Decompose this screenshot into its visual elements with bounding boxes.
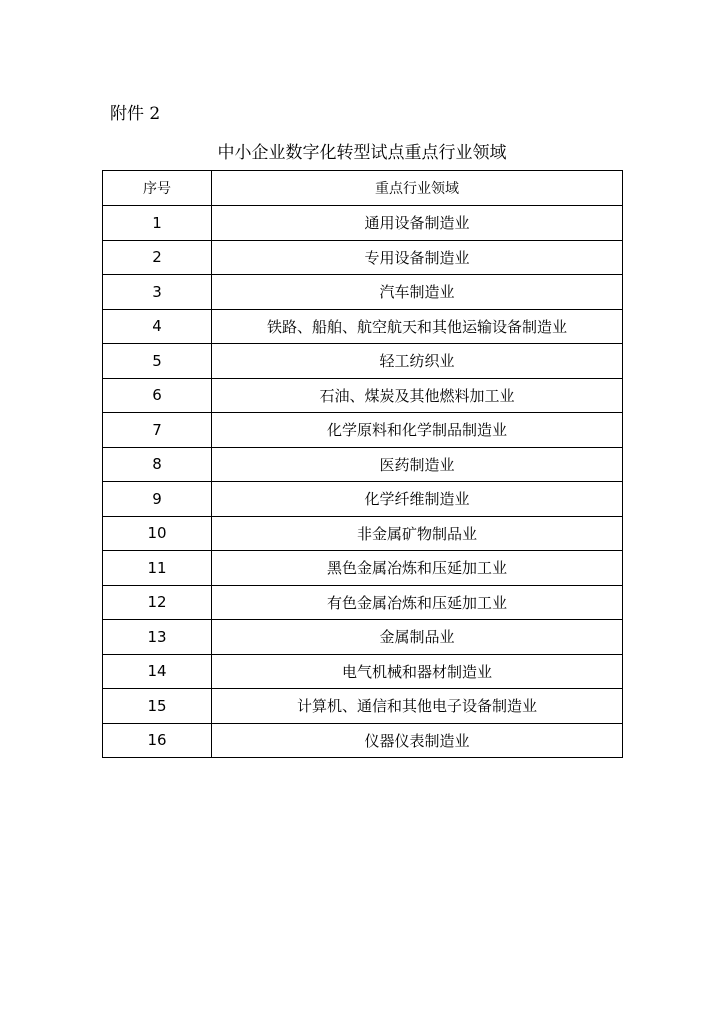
row-seq: 1 bbox=[103, 206, 212, 241]
table-row bbox=[103, 413, 623, 448]
table-header bbox=[103, 171, 623, 206]
row-field: 轻工纺织业 bbox=[212, 344, 623, 379]
document-title: 中小企业数字化转型试点重点行业领域 bbox=[217, 143, 507, 163]
row-field: 金属制品业 bbox=[212, 620, 623, 655]
table-row bbox=[103, 240, 623, 275]
table-row bbox=[103, 206, 623, 241]
row-seq: 9 bbox=[103, 482, 212, 517]
row-seq: 10 bbox=[103, 516, 212, 551]
table-row bbox=[103, 689, 623, 724]
row-seq: 15 bbox=[103, 689, 212, 724]
row-field: 有色金属冶炼和压延加工业 bbox=[212, 585, 623, 620]
row-field: 电气机械和器材制造业 bbox=[212, 654, 623, 689]
row-seq: 11 bbox=[103, 551, 212, 586]
table-body bbox=[103, 206, 623, 758]
row-seq: 12 bbox=[103, 585, 212, 620]
table-row bbox=[103, 551, 623, 586]
row-field: 化学纤维制造业 bbox=[212, 482, 623, 517]
row-seq: 5 bbox=[103, 344, 212, 379]
row-field: 计算机、通信和其他电子设备制造业 bbox=[212, 689, 623, 724]
row-field: 石油、煤炭及其他燃料加工业 bbox=[212, 378, 623, 413]
row-seq: 4 bbox=[103, 309, 212, 344]
row-field: 专用设备制造业 bbox=[212, 240, 623, 275]
row-seq: 16 bbox=[103, 723, 212, 758]
table-row bbox=[103, 482, 623, 517]
row-field: 通用设备制造业 bbox=[212, 206, 623, 241]
row-field: 非金属矿物制品业 bbox=[212, 516, 623, 551]
row-seq: 7 bbox=[103, 413, 212, 448]
row-field: 汽车制造业 bbox=[212, 275, 623, 310]
row-field: 铁路、船舶、航空航天和其他运输设备制造业 bbox=[212, 309, 623, 344]
table-row bbox=[103, 723, 623, 758]
header-seq: 序号 bbox=[103, 171, 212, 206]
row-seq: 14 bbox=[103, 654, 212, 689]
industry-table bbox=[102, 170, 623, 758]
table-row bbox=[103, 620, 623, 655]
table-row bbox=[103, 585, 623, 620]
table-row bbox=[103, 654, 623, 689]
row-seq: 13 bbox=[103, 620, 212, 655]
table-row bbox=[103, 516, 623, 551]
row-seq: 2 bbox=[103, 240, 212, 275]
row-field: 化学原料和化学制品制造业 bbox=[212, 413, 623, 448]
row-field: 仪器仪表制造业 bbox=[212, 723, 623, 758]
header-field: 重点行业领域 bbox=[212, 171, 623, 206]
row-field: 医药制造业 bbox=[212, 447, 623, 482]
table-row bbox=[103, 378, 623, 413]
table-row bbox=[103, 275, 623, 310]
row-seq: 8 bbox=[103, 447, 212, 482]
attachment-label: 附件 2 bbox=[110, 104, 161, 124]
row-seq: 6 bbox=[103, 378, 212, 413]
table-row bbox=[103, 447, 623, 482]
table-row bbox=[103, 344, 623, 379]
row-seq: 3 bbox=[103, 275, 212, 310]
table-row bbox=[103, 309, 623, 344]
header-row bbox=[103, 171, 623, 206]
row-field: 黑色金属冶炼和压延加工业 bbox=[212, 551, 623, 586]
